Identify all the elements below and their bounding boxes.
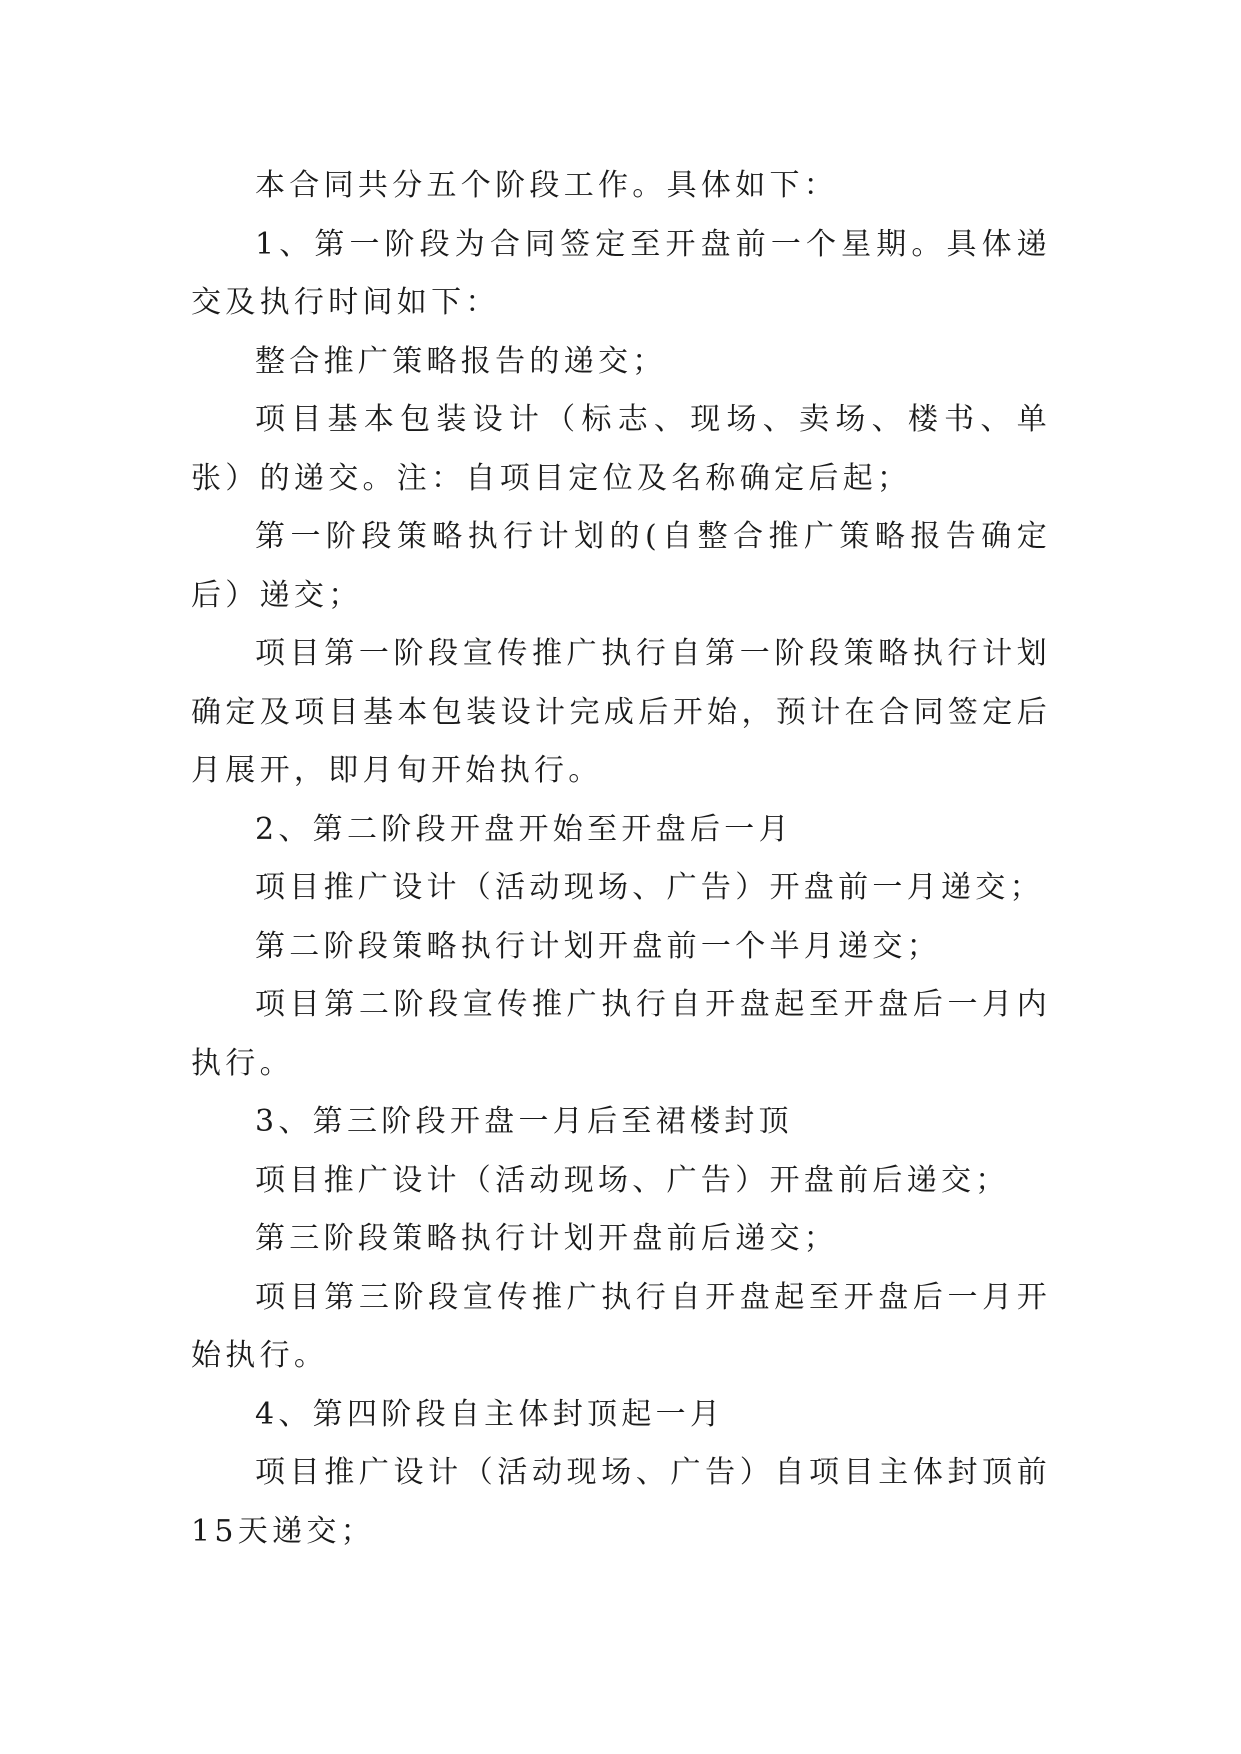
paragraph-stage-4-heading: 4、第四阶段自主体封顶起一月 <box>255 1396 725 1432</box>
paragraph-stage-1-item-4: 项目第一阶段宣传推广执行自第一阶段策略执行计划确定及项目基本包装设计完成后开始，预计在合同签定后月展开，即月旬开始执行。 <box>191 636 1051 788</box>
paragraph-stage-2-heading: 2、第二阶段开盘开始至开盘后一月 <box>255 811 793 847</box>
paragraph-stage-2-item-3: 项目第二阶段宣传推广执行自开盘起至开盘后一月内执行。 <box>191 987 1051 1081</box>
paragraph-stage-4-item-1: 项目推广设计（活动现场、广告）自项目主体封顶前15天递交； <box>191 1455 1051 1549</box>
paragraph-stage-3-heading: 3、第三阶段开盘一月后至裙楼封顶 <box>255 1104 793 1139</box>
paragraph-stage-1-item-1: 整合推广策略报告的递交； <box>255 343 667 379</box>
paragraph-stage-2-item-1: 项目推广设计（活动现场、广告）开盘前一月递交； <box>255 870 1044 905</box>
paragraph-stage-3-item-2: 第三阶段策略执行计划开盘前后递交； <box>255 1221 839 1256</box>
paragraph-stage-1-item-3: 第一阶段策略执行计划的(自整合推广策略报告确定后）递交； <box>191 519 1051 613</box>
paragraph-stage-2-item-2: 第二阶段策略执行计划开盘前一个半月递交； <box>255 928 941 964</box>
paragraph-stage-3-item-3: 项目第三阶段宣传推广执行自开盘起至开盘后一月开始执行。 <box>191 1279 1051 1373</box>
paragraph-stage-3-item-1: 项目推广设计（活动现场、广告）开盘前后递交； <box>255 1162 1010 1198</box>
paragraph-intro: 本合同共分五个阶段工作。具体如下： <box>255 168 839 203</box>
paragraph-stage-1-item-2: 项目基本包装设计（标志、现场、卖场、楼书、单张）的递交。注：自项目定位及名称确定后起； <box>191 402 1051 496</box>
paragraph-stage-1-heading: 1、第一阶段为合同签定至开盘前一个星期。具体递交及执行时间如下： <box>191 226 1051 320</box>
document-body <box>191 157 1051 1561</box>
